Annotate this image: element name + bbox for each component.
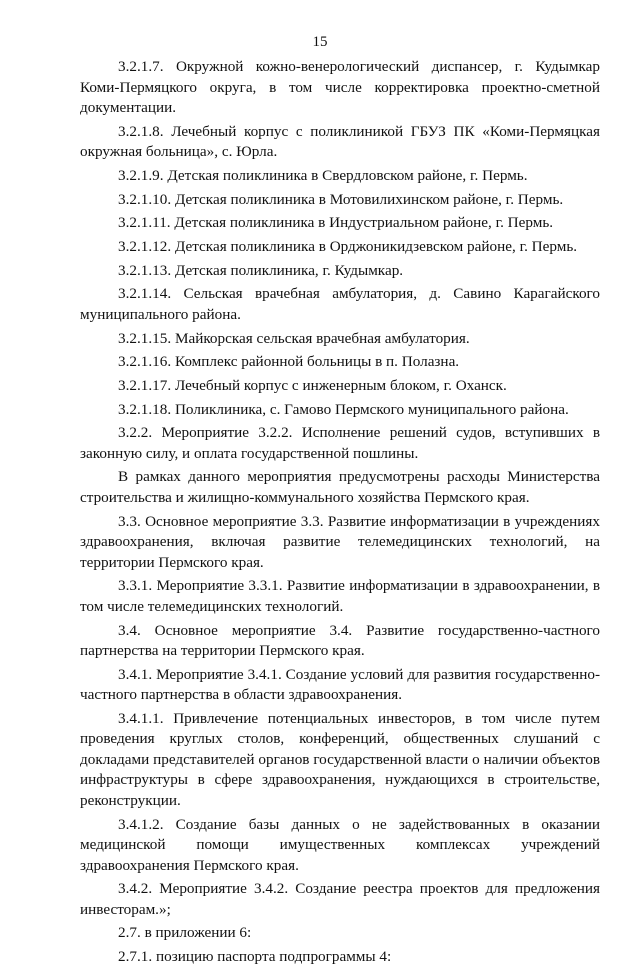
paragraph-3-2-2: 3.2.2. Мероприятие 3.2.2. Исполнение решений судов, вступивших в законную силу, и оплата государственной пошлины. xyxy=(80,424,600,462)
paragraph-3-3: 3.3. Основное мероприятие 3.3. Развитие информатизации в учреждениях здравоохранения, включая развитие телемедицинских технологий, на территории Пермского края. xyxy=(80,512,600,571)
paragraph-2-7-1: 2.7.1. позицию паспорта подпрограммы 4: xyxy=(118,948,392,966)
paragraph-3-4-2: 3.4.2. Мероприятие 3.4.2. Создание реестра проектов для предложения инвесторам.»; xyxy=(80,880,600,918)
paragraph-3-2-1-11: 3.2.1.11. Детская поликлиника в Индустриальном районе, г. Пермь. xyxy=(118,214,554,232)
paragraph-3-2-1-17: 3.2.1.17. Лечебный корпус с инженерным блоком, г. Оханск. xyxy=(118,376,507,394)
paragraph-3-3-1: 3.3.1. Мероприятие 3.3.1. Развитие информатизации в здравоохранении, в том числе телемедицинских технологий. xyxy=(80,577,600,615)
paragraph-3-4-1-2: 3.4.1.2. Создание базы данных о не задействованных в оказании медицинской помощи имущественных комплексах учреждений здравоохранения Пермского края. xyxy=(80,815,600,874)
paragraph-3-4-1: 3.4.1. Мероприятие 3.4.1. Создание условий для развития государственно-частного партнерства в области здравоохранения. xyxy=(80,665,600,704)
page-number: 15 xyxy=(312,34,328,50)
paragraph-3-2-1-8: 3.2.1.8. Лечебный корпус с поликлиникой ГБУЗ ПК «Коми-Пермяцкая окружная больница», с. Юрла. xyxy=(80,122,600,161)
paragraph-3-4: 3.4. Основное мероприятие 3.4. Развитие государственно-частного партнерства на территории Пермского края. xyxy=(80,621,600,659)
paragraph-expenses-note: В рамках данного мероприятия предусмотрены расходы Министерства строительства и жилищно-коммунального хозяйства Пермского края. xyxy=(80,468,600,506)
paragraph-3-2-1-9: 3.2.1.9. Детская поликлиника в Свердловском районе, г. Пермь. xyxy=(118,166,528,184)
paragraph-3-2-1-14: 3.2.1.14. Сельская врачебная амбулатория, д. Савино Карагайского муниципального района. xyxy=(80,285,600,323)
paragraph-3-2-1-7: 3.2.1.7. Окружной кожно-венерологический диспансер, г. Кудымкар Коми-Пермяцкого округа, в том числе корректировка проектно-сметной документации. xyxy=(80,58,600,116)
paragraph-3-4-1-1: 3.4.1.1. Привлечение потенциальных инвесторов, в том числе путем проведения круглых столов, конференций, общественных слушаний с докладами представителей органов государственной власти о наличии объектов инфраструктуры в сфере здравоохранения, нуждающихся в строительстве, реконструкции. xyxy=(80,709,600,809)
paragraph-3-2-1-13: 3.2.1.13. Детская поликлиника, г. Кудымкар. xyxy=(118,261,404,279)
paragraph-3-2-1-16: 3.2.1.16. Комплекс районной больницы в п. Полазна. xyxy=(118,353,460,371)
paragraph-3-2-1-18: 3.2.1.18. Поликлиника, с. Гамово Пермского муниципального района. xyxy=(118,400,569,418)
paragraph-3-2-1-10: 3.2.1.10. Детская поликлиника в Мотовилихинском районе, г. Пермь. xyxy=(118,190,564,208)
document-body xyxy=(80,57,600,971)
paragraph-3-2-1-12: 3.2.1.12. Детская поликлиника в Орджоникидзевском районе, г. Пермь. xyxy=(118,237,578,255)
paragraph-3-2-1-15: 3.2.1.15. Майкорская сельская врачебная амбулатория. xyxy=(118,329,470,347)
paragraph-2-7: 2.7. в приложении 6: xyxy=(118,924,252,942)
